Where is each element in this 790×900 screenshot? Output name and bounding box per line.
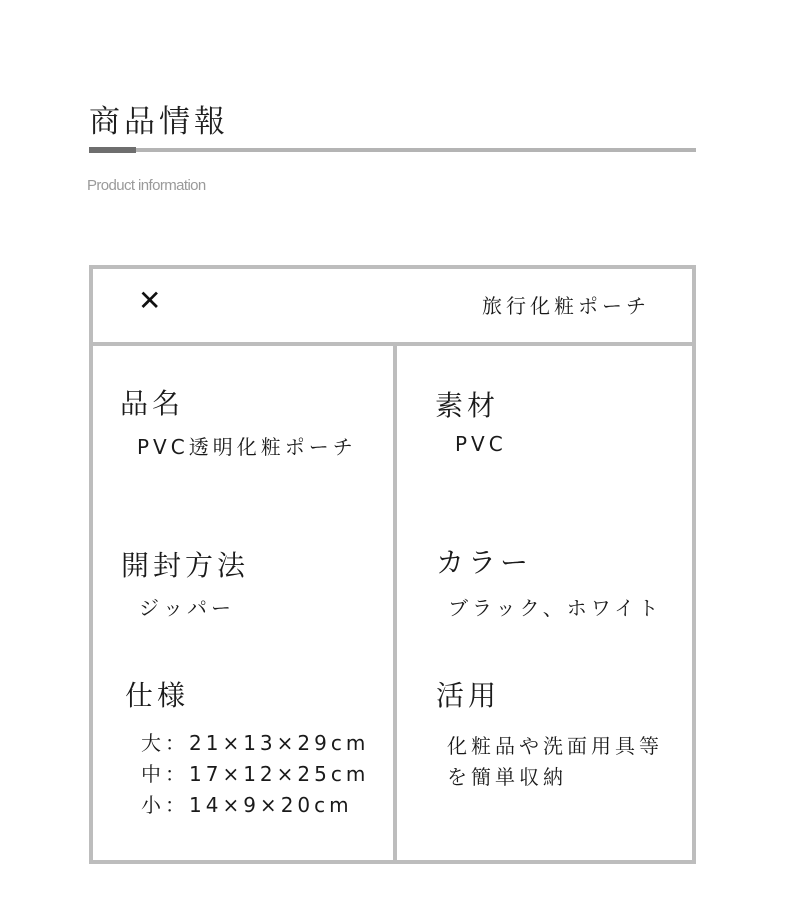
product-name: 旅行化粧ポーチ (482, 294, 650, 318)
spec-medium: 中：17×12×25cm (141, 762, 370, 786)
value-opening-method (139, 593, 235, 624)
title-underline (89, 148, 696, 152)
value-product-name (137, 432, 357, 463)
label-specifications: 仕様 (125, 679, 190, 712)
title-underline-accent (89, 147, 136, 153)
close-icon: ✕ (138, 284, 162, 317)
label-opening-method: 開封方法 (121, 549, 250, 582)
value-line: PVC透明化粧ポーチ (137, 435, 357, 459)
spec-small: 小：14×9×20cm (141, 793, 353, 817)
usage-line-2: を簡単収納 (447, 765, 567, 789)
label-material: 素材 (435, 389, 500, 422)
value-material (455, 429, 507, 460)
value-line: PVC (455, 432, 507, 456)
label-product-name: 品名 (120, 387, 185, 420)
value-line: ブラック、ホワイト (448, 596, 663, 620)
table-header-row (93, 269, 692, 346)
label-usage: 活用 (436, 679, 501, 712)
value-specifications (141, 728, 369, 821)
value-color (448, 593, 662, 624)
usage-line-1: 化粧品や洗面用具等 (447, 734, 663, 758)
label-color: カラー (436, 546, 533, 579)
section-title: 商品情報 (89, 104, 229, 140)
value-usage (447, 731, 663, 793)
spec-large: 大：21×13×29cm (141, 731, 370, 755)
value-line: ジッパー (139, 596, 235, 620)
column-divider (393, 346, 397, 864)
product-info-table (89, 265, 696, 864)
section-subtitle: Product information (87, 177, 206, 194)
